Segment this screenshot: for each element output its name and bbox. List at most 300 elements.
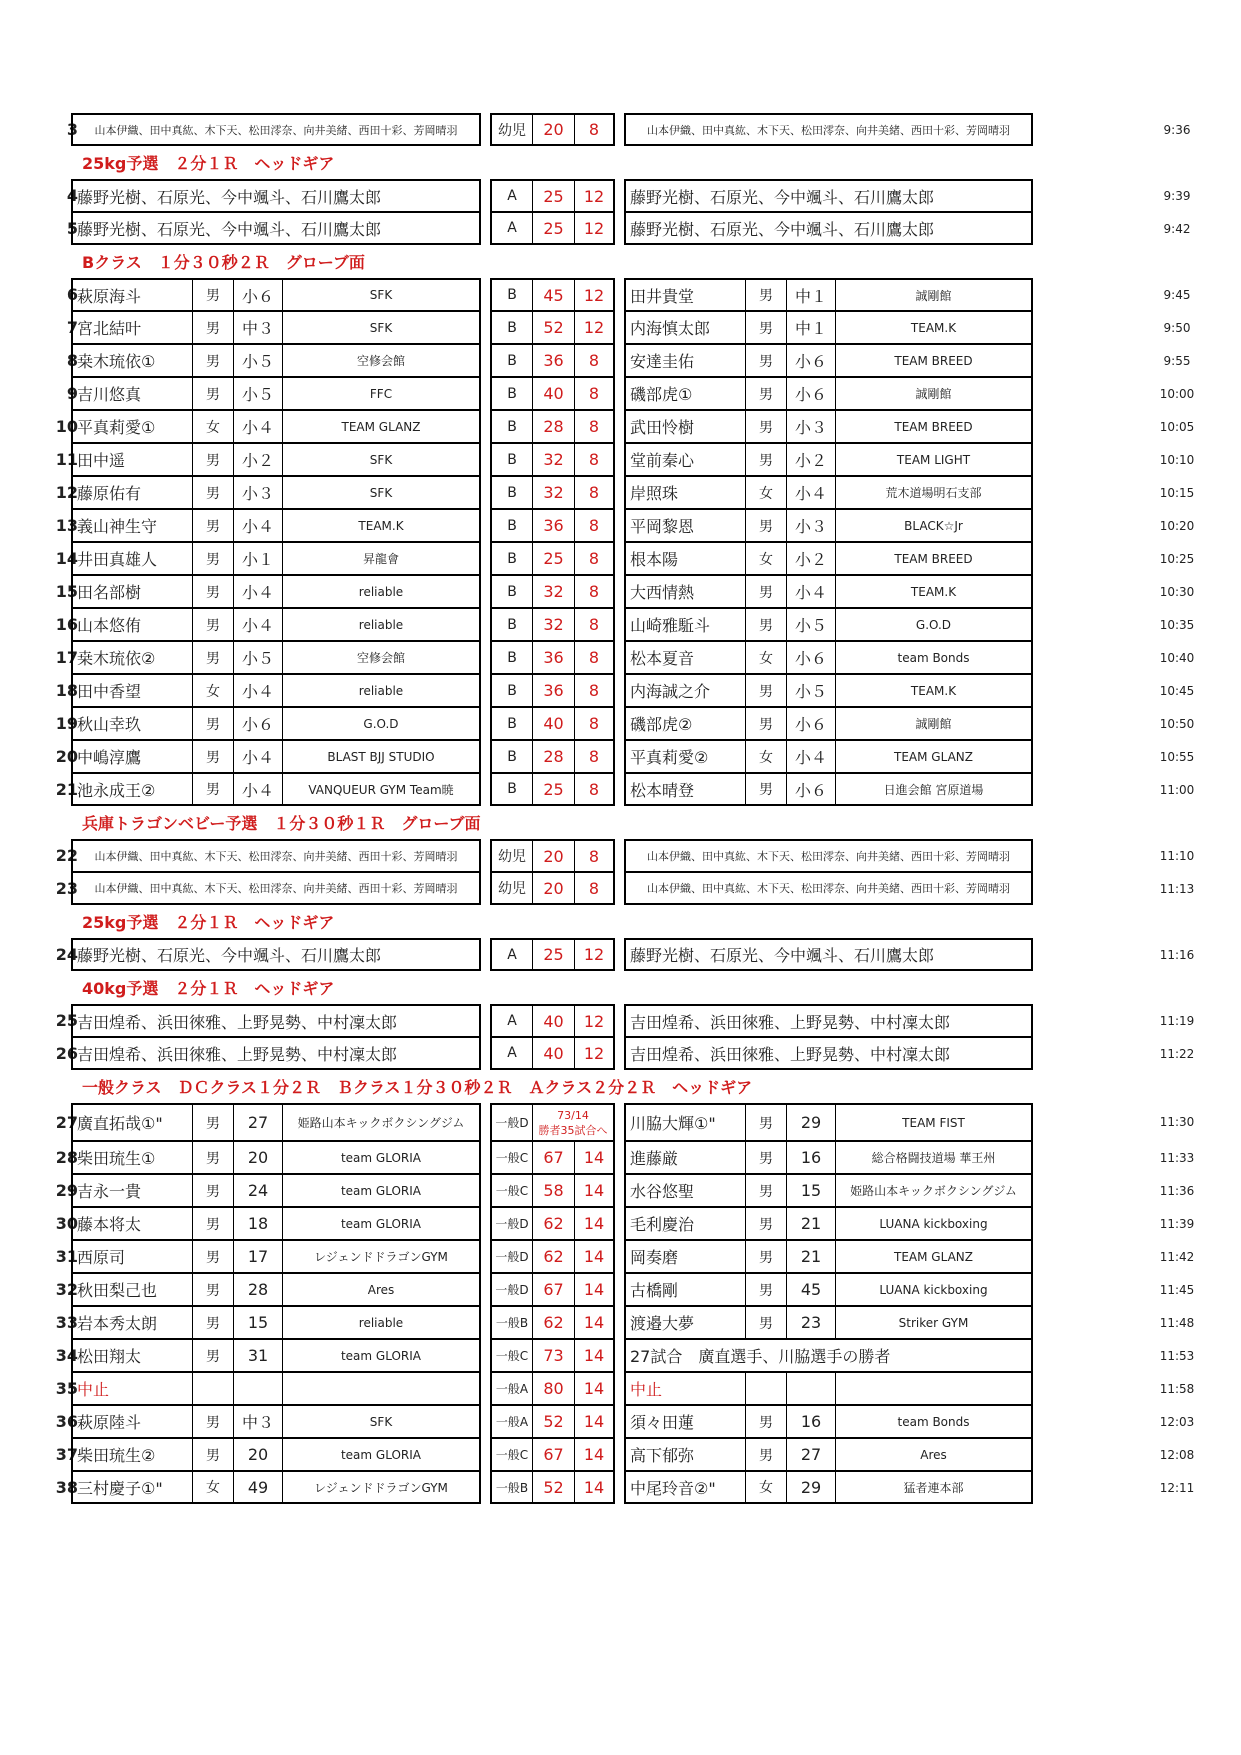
class: B	[490, 311, 532, 344]
right-gender: 男	[745, 1306, 786, 1339]
section-header	[0, 905, 1241, 938]
bout-time: 12:03	[1159, 1414, 1195, 1429]
rounds: 12	[574, 278, 615, 311]
weight: 67	[532, 1141, 574, 1174]
bout-row	[0, 1405, 1241, 1438]
class: B	[490, 443, 532, 476]
left-gender: 女	[192, 1471, 233, 1504]
bout-row	[0, 707, 1241, 740]
right-roster: 山本伊織、田中真紘、木下天、松田澪奈、向井美緒、西田十彩、芳岡晴羽	[624, 839, 1033, 872]
left-age: 中３	[233, 311, 282, 344]
bout-time: 10:05	[1159, 419, 1195, 434]
right-team: 姫路山本キックボクシングジム	[835, 1174, 1033, 1207]
bout-number: 15	[55, 582, 78, 601]
right-gender: 男	[745, 410, 786, 443]
right-name: 堂前秦心	[624, 443, 745, 476]
bout-time: 11:36	[1159, 1183, 1195, 1198]
right-gender: 男	[745, 377, 786, 410]
class: B	[490, 707, 532, 740]
bout-number: 16	[55, 615, 78, 634]
class: B	[490, 773, 532, 806]
bout-row	[0, 674, 1241, 707]
class: 一般C	[490, 1141, 532, 1174]
bout-row	[0, 608, 1241, 641]
section-header	[0, 806, 1241, 839]
bout-number: 21	[55, 780, 78, 799]
left-age: 24	[233, 1174, 282, 1207]
rounds: 12	[574, 311, 615, 344]
bout-number: 10	[55, 417, 78, 436]
left-age: 15	[233, 1306, 282, 1339]
left-name: 柴田琉生①	[71, 1141, 192, 1174]
bout-number: 12	[55, 483, 78, 502]
weight: 25	[532, 179, 574, 212]
left-roster: 吉田煌希、浜田徠雅、上野晃勢、中村凜太郎	[71, 1004, 481, 1037]
left-gender: 男	[192, 641, 233, 674]
class: 一般D	[490, 1207, 532, 1240]
rounds: 8	[574, 575, 615, 608]
right-gender: 女	[745, 1471, 786, 1504]
section-title: 兵庫トラゴンベビー予選 １分３０秒１Ｒ グローブ面	[82, 814, 481, 833]
left-gender: 女	[192, 674, 233, 707]
right-gender: 男	[745, 1174, 786, 1207]
right-name: 高下郁弥	[624, 1438, 745, 1471]
left-team: reliable	[282, 608, 481, 641]
rounds: 8	[574, 509, 615, 542]
right-team: 誠剛館	[835, 377, 1033, 410]
section-title: Bクラス １分３０秒２Ｒ グローブ面	[82, 253, 365, 272]
left-gender: 女	[192, 410, 233, 443]
right-name: 中尾玲音②"	[624, 1471, 745, 1504]
weight: 32	[532, 608, 574, 641]
left-gender: 男	[192, 509, 233, 542]
left-gender: 男	[192, 1207, 233, 1240]
left-age: 小２	[233, 443, 282, 476]
bout-row	[0, 1037, 1241, 1070]
bout-row	[0, 740, 1241, 773]
weight: 36	[532, 344, 574, 377]
left-team: reliable	[282, 1306, 481, 1339]
right-gender: 男	[745, 1405, 786, 1438]
class: A	[490, 179, 532, 212]
bout-row	[0, 1174, 1241, 1207]
bout-number: 38	[55, 1478, 78, 1497]
weight: 67	[532, 1438, 574, 1471]
bout-number: 25	[55, 1011, 78, 1030]
right-name: 田井貴堂	[624, 278, 745, 311]
right-age: 21	[786, 1240, 835, 1273]
bout-time: 11:39	[1159, 1216, 1195, 1231]
bout-row	[0, 1339, 1241, 1372]
right-gender: 男	[745, 1438, 786, 1471]
left-name: 柴田琉生②	[71, 1438, 192, 1471]
left-roster: 山本伊織、田中真紘、木下天、松田澪奈、向井美緒、西田十彩、芳岡晴羽	[71, 839, 481, 872]
right-age: 15	[786, 1174, 835, 1207]
left-team: team GLORIA	[282, 1207, 481, 1240]
rounds: 8	[574, 443, 615, 476]
left-gender: 男	[192, 707, 233, 740]
left-gender: 男	[192, 1306, 233, 1339]
right-roster: 山本伊織、田中真紘、木下天、松田澪奈、向井美緒、西田十彩、芳岡晴羽	[624, 872, 1033, 905]
rounds: 14	[574, 1471, 615, 1504]
bout-number: 6	[66, 285, 78, 304]
bout-time: 11:58	[1159, 1381, 1195, 1396]
winner-note: 勝者35試合へ	[538, 1123, 608, 1137]
left-age	[233, 1372, 282, 1405]
right-gender: 女	[745, 641, 786, 674]
right-name: 松本夏音	[624, 641, 745, 674]
left-gender: 男	[192, 608, 233, 641]
bout-row	[0, 179, 1241, 212]
class: B	[490, 509, 532, 542]
right-age: 小４	[786, 740, 835, 773]
right-name: 毛利慶治	[624, 1207, 745, 1240]
right-age: 小６	[786, 344, 835, 377]
left-name: 中止	[71, 1372, 192, 1405]
right-name: 水谷悠聖	[624, 1174, 745, 1207]
right-age: 23	[786, 1306, 835, 1339]
right-age: 小６	[786, 773, 835, 806]
section-title: 25kg予選 ２分１Ｒ ヘッドギア	[82, 913, 335, 932]
right-gender: 男	[745, 707, 786, 740]
bout-time: 10:00	[1159, 386, 1195, 401]
right-roster: 吉田煌希、浜田徠雅、上野晃勢、中村凜太郎	[624, 1004, 1033, 1037]
bout-time: 11:16	[1159, 947, 1195, 962]
right-team	[835, 1372, 1033, 1405]
bout-row	[0, 1471, 1241, 1504]
left-gender: 男	[192, 1438, 233, 1471]
right-roster: 吉田煌希、浜田徠雅、上野晃勢、中村凜太郎	[624, 1037, 1033, 1070]
class: B	[490, 476, 532, 509]
rounds: 14	[574, 1141, 615, 1174]
right-gender: 女	[745, 476, 786, 509]
right-age: 29	[786, 1471, 835, 1504]
right-team: LUANA kickboxing	[835, 1207, 1033, 1240]
bout-row	[0, 773, 1241, 806]
left-name: 池永成王②	[71, 773, 192, 806]
right-team: TEAM GLANZ	[835, 740, 1033, 773]
bout-row	[0, 1207, 1241, 1240]
right-name: 中止	[624, 1372, 745, 1405]
left-name: 田中香望	[71, 674, 192, 707]
weight: 62	[532, 1306, 574, 1339]
left-age: 小４	[233, 509, 282, 542]
rounds: 12	[574, 1004, 615, 1037]
left-team: SFK	[282, 278, 481, 311]
right-gender: 男	[745, 509, 786, 542]
bout-row	[0, 575, 1241, 608]
bout-time: 10:35	[1159, 617, 1195, 632]
right-name: 進藤厳	[624, 1141, 745, 1174]
class: B	[490, 674, 532, 707]
class: A	[490, 212, 532, 245]
weight: 32	[532, 476, 574, 509]
rounds: 14	[574, 1438, 615, 1471]
left-name: 吉川悠真	[71, 377, 192, 410]
bout-row	[0, 1004, 1241, 1037]
bout-row	[0, 344, 1241, 377]
left-name: 西原司	[71, 1240, 192, 1273]
weight: 62	[532, 1240, 574, 1273]
bout-number: 26	[55, 1044, 78, 1063]
rounds: 8	[574, 377, 615, 410]
left-gender: 男	[192, 278, 233, 311]
bout-time: 10:55	[1159, 749, 1195, 764]
right-age: 小３	[786, 410, 835, 443]
bout-row	[0, 113, 1241, 146]
left-name: 宮北結叶	[71, 311, 192, 344]
bout-time: 11:53	[1159, 1348, 1195, 1363]
right-team: Ares	[835, 1438, 1033, 1471]
right-name: 武田怜樹	[624, 410, 745, 443]
right-name: 磯部虎②	[624, 707, 745, 740]
class: 一般C	[490, 1174, 532, 1207]
class: B	[490, 542, 532, 575]
left-team: 空修会館	[282, 344, 481, 377]
bout-row	[0, 839, 1241, 872]
left-team: SFK	[282, 476, 481, 509]
right-gender: 男	[745, 674, 786, 707]
right-age: 小２	[786, 542, 835, 575]
bout-number: 4	[66, 186, 78, 205]
rounds: 14	[574, 1306, 615, 1339]
left-roster: 藤野光樹、石原光、今中颯斗、石川鷹太郎	[71, 938, 481, 971]
bout-number: 19	[55, 714, 78, 733]
left-age: 小４	[233, 674, 282, 707]
bout-number: 28	[55, 1148, 78, 1167]
weight: 25	[532, 212, 574, 245]
left-age: 小１	[233, 542, 282, 575]
right-gender: 男	[745, 1240, 786, 1273]
bout-row	[0, 443, 1241, 476]
left-age: 20	[233, 1438, 282, 1471]
bout-time: 11:00	[1159, 782, 1195, 797]
right-name: 内海誠之介	[624, 674, 745, 707]
left-team: SFK	[282, 443, 481, 476]
rounds: 8	[574, 641, 615, 674]
bout-row	[0, 377, 1241, 410]
bout-time: 12:11	[1159, 1480, 1195, 1495]
bout-time: 11:48	[1159, 1315, 1195, 1330]
bout-time: 10:15	[1159, 485, 1195, 500]
left-gender	[192, 1372, 233, 1405]
bout-row	[0, 542, 1241, 575]
right-gender: 男	[745, 311, 786, 344]
rounds: 8	[574, 608, 615, 641]
class: 幼児	[490, 839, 532, 872]
weight: 58	[532, 1174, 574, 1207]
left-age: 小４	[233, 773, 282, 806]
right-team: TEAM BREED	[835, 410, 1033, 443]
bout-number: 27	[55, 1112, 78, 1132]
right-team: TEAM LIGHT	[835, 443, 1033, 476]
left-age: 小５	[233, 344, 282, 377]
right-gender: 男	[745, 773, 786, 806]
weight: 45	[532, 278, 574, 311]
weight: 52	[532, 1405, 574, 1438]
class: B	[490, 575, 532, 608]
class: 一般A	[490, 1372, 532, 1405]
right-age: 45	[786, 1273, 835, 1306]
left-roster: 山本伊織、田中真紘、木下天、松田澪奈、向井美緒、西田十彩、芳岡晴羽	[71, 872, 481, 905]
left-team: team GLORIA	[282, 1438, 481, 1471]
left-age: 小４	[233, 608, 282, 641]
bout-number: 14	[55, 549, 78, 568]
class: 一般D	[490, 1273, 532, 1306]
left-age: 小５	[233, 641, 282, 674]
right-name: 松本晴登	[624, 773, 745, 806]
right-team: BLACK☆Jr	[835, 509, 1033, 542]
right-gender: 男	[745, 575, 786, 608]
class: 一般B	[490, 1306, 532, 1339]
right-age: 29	[786, 1103, 835, 1141]
weight: 36	[532, 641, 574, 674]
rounds: 8	[574, 476, 615, 509]
bout-row	[0, 278, 1241, 311]
bout-number: 8	[66, 351, 78, 370]
rounds: 14	[574, 1174, 615, 1207]
bout-row	[0, 476, 1241, 509]
bout-time: 11:45	[1159, 1282, 1195, 1297]
class: B	[490, 344, 532, 377]
right-age: 小３	[786, 509, 835, 542]
bout-time: 9:42	[1163, 221, 1191, 236]
right-team: 猛者連本部	[835, 1471, 1033, 1504]
right-team: TEAM GLANZ	[835, 1240, 1033, 1273]
left-gender: 男	[192, 344, 233, 377]
right-team: team Bonds	[835, 641, 1033, 674]
bout-number: 20	[55, 747, 78, 766]
weight: 25	[532, 938, 574, 971]
left-name: 吉永一貴	[71, 1174, 192, 1207]
rounds: 14	[574, 1273, 615, 1306]
right-age: 16	[786, 1405, 835, 1438]
right-roster: 藤野光樹、石原光、今中颯斗、石川鷹太郎	[624, 179, 1033, 212]
left-age: 小３	[233, 476, 282, 509]
left-age: 28	[233, 1273, 282, 1306]
section-header	[0, 245, 1241, 278]
right-age: 16	[786, 1141, 835, 1174]
left-team: team GLORIA	[282, 1174, 481, 1207]
left-name: 桒木琉依①	[71, 344, 192, 377]
right-roster: 藤野光樹、石原光、今中颯斗、石川鷹太郎	[624, 212, 1033, 245]
bout-number: 11	[55, 450, 78, 469]
left-team: BLAST BJJ STUDIO	[282, 740, 481, 773]
class: B	[490, 740, 532, 773]
right-team: TEAM FIST	[835, 1103, 1033, 1141]
left-team: TEAM GLANZ	[282, 410, 481, 443]
left-team	[282, 1372, 481, 1405]
right-team: 日進会館 宮原道場	[835, 773, 1033, 806]
left-name: 廣直拓哉①"	[71, 1103, 192, 1141]
right-name: 内海慎太郎	[624, 311, 745, 344]
right-note: 27試合 廣直選手、川脇選手の勝者	[624, 1339, 1033, 1372]
left-name: 田中遥	[71, 443, 192, 476]
left-team: VANQUEUR GYM Team暁	[282, 773, 481, 806]
rounds: 8	[574, 872, 615, 905]
left-age: 49	[233, 1471, 282, 1504]
left-team: SFK	[282, 1405, 481, 1438]
class: 一般C	[490, 1339, 532, 1372]
rounds: 8	[574, 839, 615, 872]
bout-schedule	[0, 113, 1241, 1504]
left-gender: 男	[192, 1141, 233, 1174]
bout-row	[0, 1273, 1241, 1306]
bout-time: 10:30	[1159, 584, 1195, 599]
right-team: 誠剛館	[835, 278, 1033, 311]
left-team: 昇龍會	[282, 542, 481, 575]
weight: 20	[532, 839, 574, 872]
left-gender: 男	[192, 575, 233, 608]
right-team: TEAM BREED	[835, 344, 1033, 377]
right-age: 小５	[786, 674, 835, 707]
left-team: Ares	[282, 1273, 481, 1306]
bout-number: 34	[55, 1346, 78, 1365]
left-gender: 男	[192, 476, 233, 509]
bout-time: 11:30	[1159, 1115, 1195, 1129]
left-name: 岩本秀太朗	[71, 1306, 192, 1339]
weight: 25	[532, 542, 574, 575]
class: B	[490, 641, 532, 674]
bout-number: 37	[55, 1445, 78, 1464]
left-age: 20	[233, 1141, 282, 1174]
bout-time: 10:25	[1159, 551, 1195, 566]
weight: 28	[532, 740, 574, 773]
right-team: LUANA kickboxing	[835, 1273, 1033, 1306]
bout-time: 11:42	[1159, 1249, 1195, 1264]
right-name: 安達圭佑	[624, 344, 745, 377]
rounds: 8	[574, 707, 615, 740]
right-gender: 男	[745, 443, 786, 476]
left-team: レジェンドドラゴンGYM	[282, 1240, 481, 1273]
bout-row	[0, 410, 1241, 443]
right-age: 小４	[786, 476, 835, 509]
left-team: FFC	[282, 377, 481, 410]
right-gender: 女	[745, 542, 786, 575]
right-name: 須々田蓮	[624, 1405, 745, 1438]
section-title: 40kg予選 ２分１Ｒ ヘッドギア	[82, 979, 335, 998]
left-name: 秋田梨己也	[71, 1273, 192, 1306]
right-name: 根本陽	[624, 542, 745, 575]
right-gender	[745, 1372, 786, 1405]
bout-time: 10:10	[1159, 452, 1195, 467]
class: A	[490, 938, 532, 971]
bout-row	[0, 1240, 1241, 1273]
right-age	[786, 1372, 835, 1405]
left-gender: 男	[192, 311, 233, 344]
right-age: 27	[786, 1438, 835, 1471]
class: A	[490, 1037, 532, 1070]
left-name: 松田翔太	[71, 1339, 192, 1372]
left-team: team GLORIA	[282, 1141, 481, 1174]
left-team: G.O.D	[282, 707, 481, 740]
bout-row	[0, 938, 1241, 971]
right-age: 小５	[786, 608, 835, 641]
bout-time: 9:45	[1163, 287, 1191, 302]
left-age: 17	[233, 1240, 282, 1273]
bout-number: 33	[55, 1313, 78, 1332]
bout-time: 9:50	[1163, 320, 1191, 335]
left-age: 27	[233, 1103, 282, 1141]
rounds: 8	[574, 344, 615, 377]
right-name: 山崎雅駈斗	[624, 608, 745, 641]
weight: 25	[532, 773, 574, 806]
left-name: 井田真雄人	[71, 542, 192, 575]
rounds: 12	[574, 938, 615, 971]
right-age: 小４	[786, 575, 835, 608]
weight: 32	[532, 575, 574, 608]
rounds: 14	[574, 1207, 615, 1240]
